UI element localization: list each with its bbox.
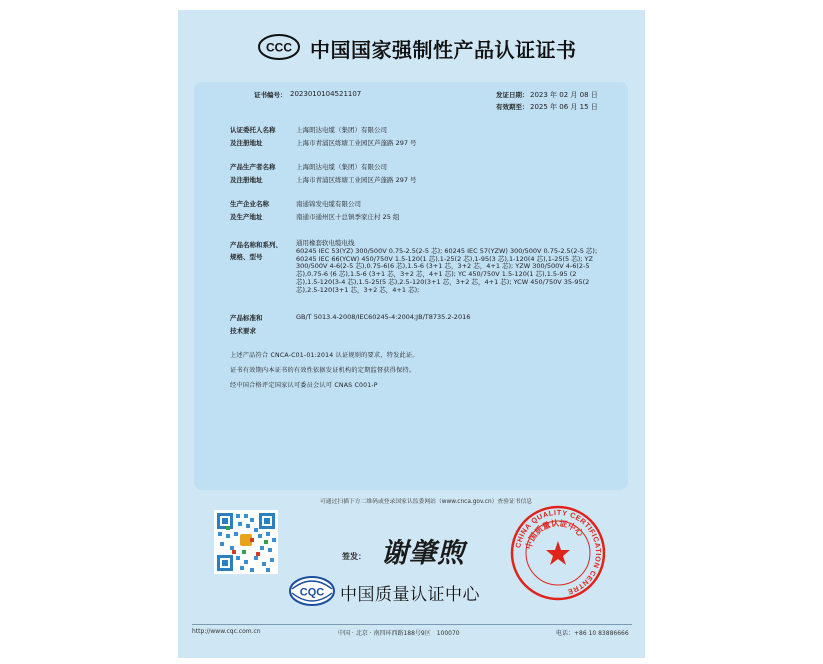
factory-label: 生产企业名称 [230,200,269,208]
seal-outer-text: CHINA QUALITY CERTIFICATION CENTRE [513,507,604,597]
certificate-title: 中国国家强制性产品认证证书 [310,38,577,62]
seal-inner-text: 中国质量认证中心 [524,518,585,551]
qr-code-icon[interactable] [214,510,278,574]
product-line: 300/500V 4-6(2-5 芯),0.75-6(6 芯),1.5-6 (3+1 芯，3+2 芯，4+1 芯); YZW 300/500V 4-6(2-5 [296,262,590,271]
cqc-logo-icon [288,575,336,607]
factory-address-label: 及生产地址 [230,213,263,221]
standard-label-2: 技术要求 [230,327,256,335]
certificate-header [178,28,645,64]
footer-divider [192,624,632,625]
certificate-content-panel [194,82,628,505]
standard-label: 产品标准和 [230,314,263,322]
manufacturer-address-label: 及注册地址 [230,176,263,184]
applicant-address: 上海市青浦区练塘工业园区芦蓬路 297 号 [296,139,417,147]
applicant-name: 上海朗达电缆（集团）有限公司 [296,126,387,134]
product-line: 通用橡套软电缆电线 [296,239,355,247]
manufacturer-name: 上海朗达电缆（集团）有限公司 [296,163,387,171]
product-line: 芯),2.5-120(3+1 芯，3+2 芯，4+1 芯); [296,285,420,294]
applicant-address-label: 及注册地址 [230,139,263,147]
ccc-logo-icon [258,34,300,60]
organization-name: 中国质量认证中心 [340,585,480,605]
signature-label: 签发： [342,552,366,561]
expiry-date-label: 有效期至： [496,103,529,111]
cert-no-label: 证书编号： [254,91,287,99]
factory-address: 南通市通州区十总镇季家庄村 25 组 [296,213,400,221]
signature-name: 谢肇煦 [381,538,465,569]
product-line: 60245 IEC 53(YZ) 300/500V 0.75-2.5(2-5 芯); 60245 IEC 57(YZW) 300/500V 0.75-2.5(2-5 芯); [296,246,598,255]
footer-address: 中国 · 北京 · 南四环西路188号9区 100070 [338,630,460,637]
footer-phone: 电话：+86 10 83886666 [556,630,629,637]
note-line: 证书有效期内本证书的有效性依据发证机构的定期监督获得保持。 [230,367,416,374]
note-line: 上述产品符合 CNCA-C01-01:2014 认证规则的要求，特发此证。 [230,352,419,359]
issue-date-value: 2023 年 02 月 08 日 [530,91,598,99]
ccc-logo-text: CCC [266,40,292,55]
product-line: 芯),0.75-6 (6 芯),1.5-6 (3+1 芯，3+2 芯，4+1 芯); YC 450/750V 1.5-120(1 芯),1.5-95 (2 [296,270,577,279]
footer-website-link[interactable]: http://www.cqc.com.cn [192,628,261,635]
applicant-label: 认证委托人名称 [230,126,276,134]
issue-date-label: 发证日期： [496,91,529,99]
expiry-date-value: 2025 年 06 月 15 日 [530,103,598,111]
product-line: 60245 IEC 66(YCW) 450/750V 1.5-120(1 芯),1-25(2 芯),1-95(3 芯),1-120(4 芯),1-25(5 芯); YZ [296,254,593,263]
manufacturer-address: 上海市青浦区练塘工业园区芦蓬路 297 号 [296,176,417,184]
verify-instructions: 可通过扫描下方二维码或登录国家认监委网站（www.cnca.gov.cn）查验证书信息 [320,499,533,505]
product-spec-label: 规格、型号 [230,253,263,261]
manufacturer-label: 产品生产者名称 [230,163,276,171]
note-line: 经中国合格评定国家认可委员会认可 CNAS C001-P [230,382,378,389]
product-line: 芯),1.5-120(3-4 芯),1.5-25(5 芯),2.5-120(3+1 芯，3+2 芯，4+1 芯); YCW 450/750V 35-95(2 [296,277,590,286]
cert-no-value: 2023010104521107 [290,90,362,98]
official-seal-icon [510,505,606,601]
product-description [296,240,606,295]
certificate-document [178,10,645,658]
product-label: 产品名称和系列、 [230,241,282,249]
standard-value: GB/T 5013.4-2008/IEC60245-4:2004;JB/T8735.2-2016 [296,313,471,321]
cqc-logo-text: CQC [299,586,325,599]
factory-name: 南通锦发电缆有限公司 [296,200,361,208]
